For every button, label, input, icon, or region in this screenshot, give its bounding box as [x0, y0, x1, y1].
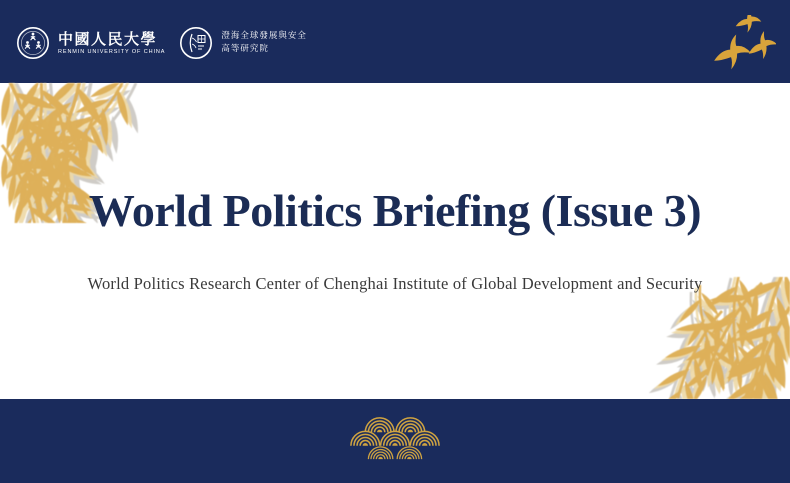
- university-seal-icon: [16, 26, 50, 60]
- institute-logo: [179, 26, 307, 60]
- university-name-zh: 中國人民大學: [58, 29, 158, 48]
- institute-name-line1: 澄海全球發展與安全: [221, 31, 307, 42]
- institute-seal-icon: [179, 26, 213, 60]
- cloud-pattern-icon: [347, 416, 443, 462]
- institute-name-line2: 高等研究院: [221, 44, 269, 54]
- leaves-bottom-right-icon: [590, 277, 790, 399]
- header-bar: [0, 0, 790, 83]
- university-name-en: RENMIN UNIVERSITY OF CHINA: [58, 49, 166, 56]
- university-logo: [16, 26, 179, 60]
- footer-bar: [0, 399, 790, 483]
- slide-title: World Politics Briefing (Issue 3): [88, 185, 702, 236]
- slide-subtitle: World Politics Research Center of Chenghai Institute of Global Development and Security: [87, 274, 703, 293]
- logo-row: [16, 26, 307, 60]
- flying-birds-icon: [706, 15, 776, 81]
